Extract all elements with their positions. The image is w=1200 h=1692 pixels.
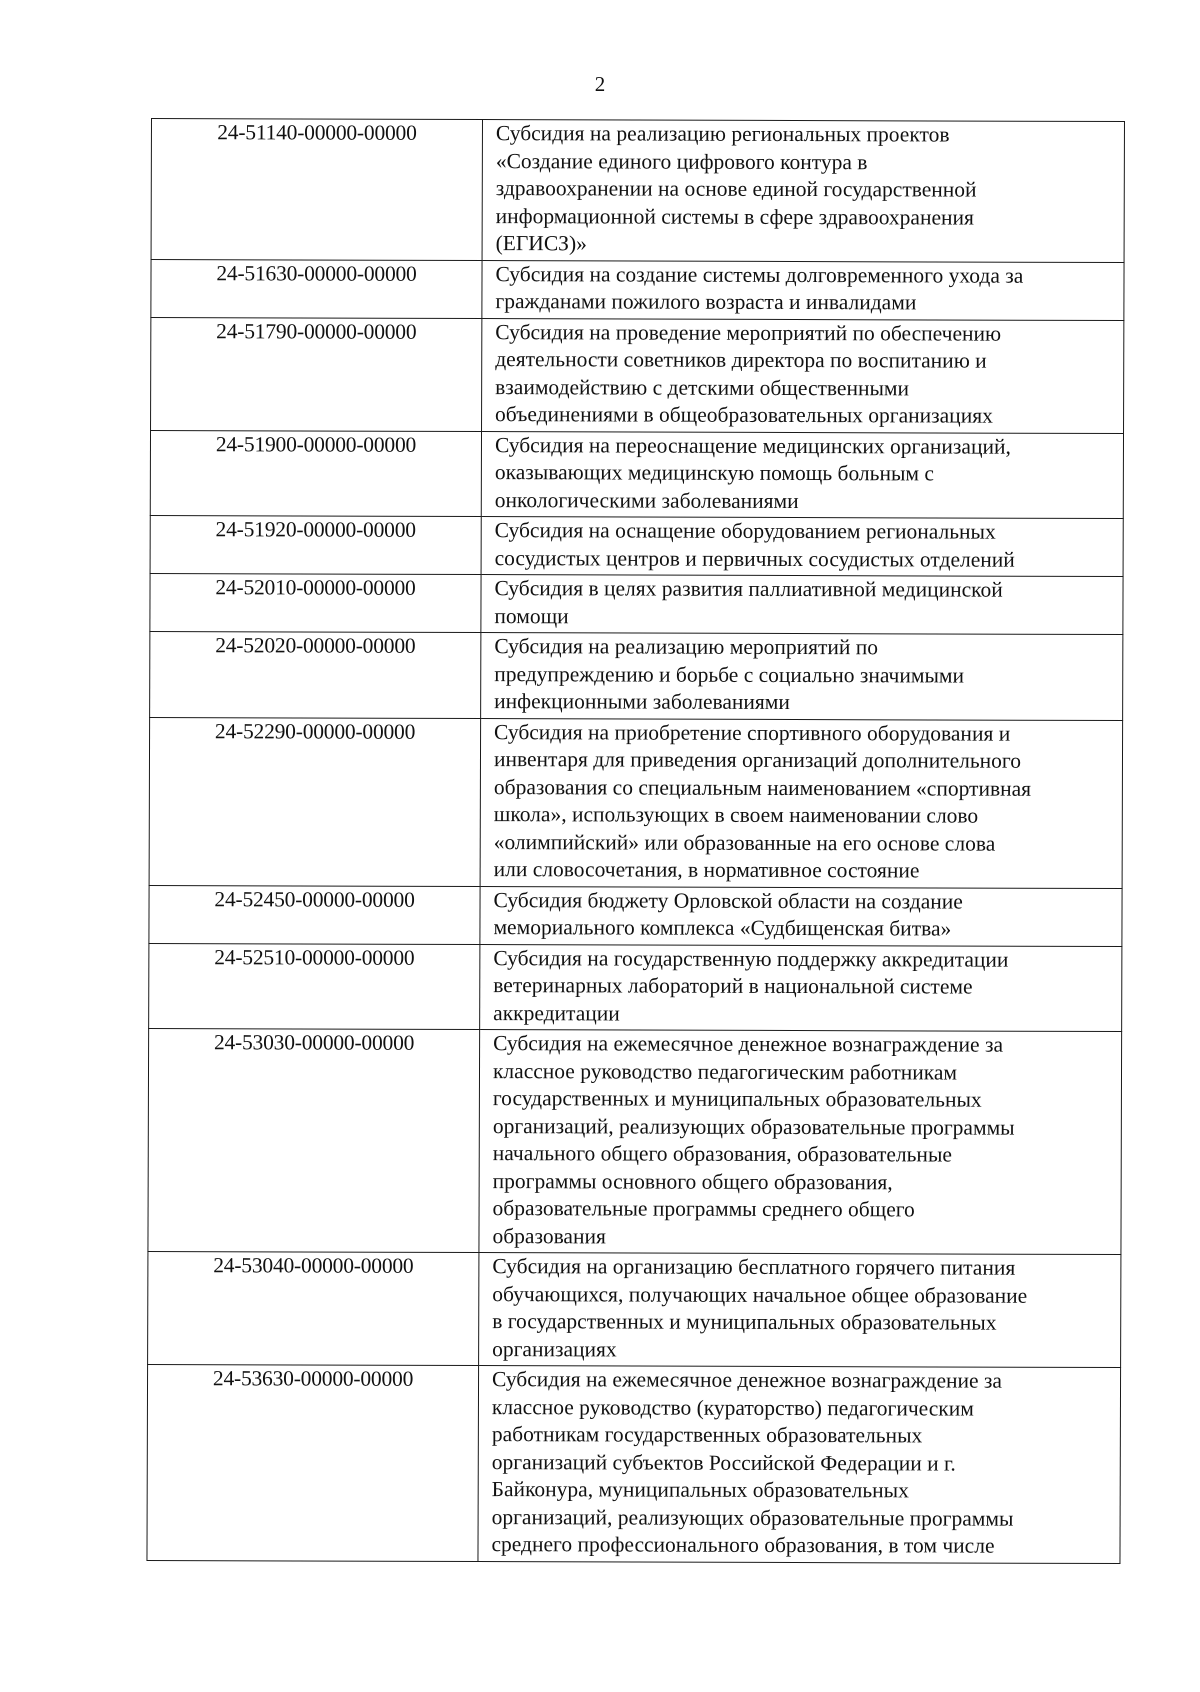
description-line: ветеринарных лабораторий в национальной системе [493, 973, 973, 999]
table-row [151, 317, 1124, 433]
description-line: организациях [492, 1336, 617, 1361]
budget-code-cell: 24-53630-00000-00000 [147, 1364, 479, 1561]
description-line: аккредитации [493, 1000, 620, 1025]
description-line: Субсидия на ежемесячное денежное вознаграждение за [492, 1367, 1003, 1393]
description-line: обучающихся, получающих начальное общее образование [492, 1281, 1028, 1308]
description-line: классное руководство педагогическим работникам [492, 1058, 958, 1085]
table-row [150, 515, 1123, 576]
description-line: образования [492, 1223, 606, 1248]
budget-code-cell: 24-53040-00000-00000 [148, 1251, 479, 1365]
budget-code-cell: 24-51900-00000-00000 [150, 430, 481, 517]
table-row [151, 259, 1124, 320]
table-row [148, 1028, 1122, 1254]
subsidy-description-cell [482, 120, 1124, 263]
table-row [149, 943, 1122, 1032]
subsidy-description-cell [479, 1030, 1122, 1255]
table-row [147, 1364, 1121, 1563]
description-line: Субсидия на переоснащение медицинских организаций, [494, 432, 1011, 459]
budget-code-cell: 24-52010-00000-00000 [150, 573, 481, 632]
subsidy-description-cell [481, 575, 1123, 635]
description-line: Субсидия на реализацию мероприятий по [494, 634, 879, 660]
table-row [149, 717, 1123, 888]
description-line: Субсидия бюджету Орловской области на создание [493, 887, 963, 914]
description-line: информационной системы в сфере здравоохранения [495, 203, 974, 230]
description-line: программы основного общего образования, [492, 1168, 893, 1194]
description-line: Субсидия на создание системы долговременного ухода за [495, 261, 1024, 288]
table-row [149, 885, 1122, 946]
subsidy-description-cell [478, 1366, 1121, 1564]
subsidy-description-cell [482, 318, 1124, 433]
description-line: классное руководство (кураторство) педагогическим [491, 1394, 974, 1421]
subsidy-description-cell [482, 260, 1124, 320]
budget-code-cell: 24-51140-00000-00000 [151, 119, 482, 261]
description-line: Байконура, муниципальных образовательных [491, 1477, 909, 1503]
description-line: организаций, реализующих образовательные программы [492, 1113, 1015, 1140]
description-line: Субсидия на проведение мероприятий по обеспечению [495, 319, 1002, 346]
description-line: работникам государственных образовательных [491, 1422, 923, 1448]
budget-code-cell: 24-52020-00000-00000 [150, 631, 481, 718]
description-line: начального общего образования, образовательные [492, 1141, 953, 1167]
description-line: государственных и муниципальных образовательных [492, 1086, 982, 1112]
subsidy-description-cell [480, 944, 1122, 1032]
table-row [150, 573, 1123, 634]
description-line: «Создание единого цифрового контура в [495, 148, 868, 174]
description-line: помощи [494, 603, 569, 628]
page-number: 2 [594, 72, 606, 96]
description-line: среднего профессионального образования, в том числе [491, 1532, 995, 1558]
table-row [150, 631, 1123, 720]
description-line: деятельности советников директора по воспитанию и [495, 347, 987, 373]
description-line: объединениями в общеобразовательных организациях [495, 402, 993, 428]
description-line: в государственных и муниципальных образовательных [492, 1309, 997, 1335]
subsidy-description-cell [480, 886, 1122, 946]
budget-code-cell: 24-52510-00000-00000 [149, 943, 480, 1030]
description-line: сосудистых центров и первичных сосудистых отделений [494, 545, 1015, 572]
description-line: оказывающих медицинскую помощь больным с [494, 460, 934, 486]
subsidy-code-table [146, 118, 1125, 1564]
budget-code-cell: 24-52450-00000-00000 [149, 885, 480, 944]
description-line: (ЕГИСЗ)» [495, 231, 587, 256]
table-body [147, 119, 1125, 1564]
subsidy-description-cell [481, 431, 1123, 519]
description-line: Субсидия на приобретение спортивного оборудования и [494, 719, 1011, 746]
subsidy-description-cell [480, 718, 1123, 888]
description-line: Субсидия на реализацию региональных проектов [495, 121, 950, 147]
table-row [151, 119, 1124, 263]
description-line: «олимпийский» или образованные на его основе слова [493, 829, 996, 856]
budget-code-cell: 24-51630-00000-00000 [151, 259, 482, 318]
description-line: онкологическими заболеваниями [494, 487, 799, 513]
description-line: Субсидия на ежемесячное денежное вознаграждение за [493, 1031, 1004, 1057]
description-line: образовательные программы среднего общего [492, 1196, 915, 1222]
subsidy-description-cell [479, 1253, 1121, 1368]
description-line: Субсидия в целях развития паллиативной медицинской [494, 576, 1003, 602]
description-line: Субсидия на организацию бесплатного горячего питания [492, 1254, 1016, 1280]
budget-code-cell: 24-52290-00000-00000 [149, 717, 481, 886]
description-line: или словосочетания, в нормативное состояние [493, 857, 920, 883]
description-line: Субсидия на оснащение оборудованием региональных [494, 518, 996, 544]
description-line: образования со специальным наименованием «спортивная [493, 774, 1032, 801]
description-line: инфекционными заболеваниями [494, 689, 790, 715]
description-line: гражданами пожилого возраста и инвалидами [495, 289, 917, 315]
description-line: организаций субъектов Российской Федерации и г. [491, 1449, 956, 1476]
description-line: школа», использующих в своем наименовании слово [493, 802, 979, 828]
budget-code-cell: 24-51920-00000-00000 [150, 515, 481, 574]
table-row [150, 430, 1123, 519]
description-line: Субсидия на государственную поддержку аккредитации [493, 945, 1009, 972]
budget-code-cell: 24-53030-00000-00000 [148, 1028, 480, 1252]
description-line: взаимодействию с детскими общественными [495, 374, 910, 400]
description-line: организаций, реализующих образовательные программы [491, 1504, 1014, 1531]
subsidy-description-cell [481, 633, 1123, 721]
budget-code-cell: 24-51790-00000-00000 [151, 317, 482, 431]
subsidy-description-cell [481, 517, 1123, 577]
description-line: здравоохранении на основе единой государственной [495, 176, 977, 202]
description-line: мемориального комплекса «Судбищенская битва» [493, 915, 952, 941]
description-line: предупреждению и борьбе с социально значимыми [494, 661, 965, 688]
table-row [148, 1251, 1121, 1367]
description-line: инвентаря для приведения организаций дополнительного [493, 747, 1022, 773]
